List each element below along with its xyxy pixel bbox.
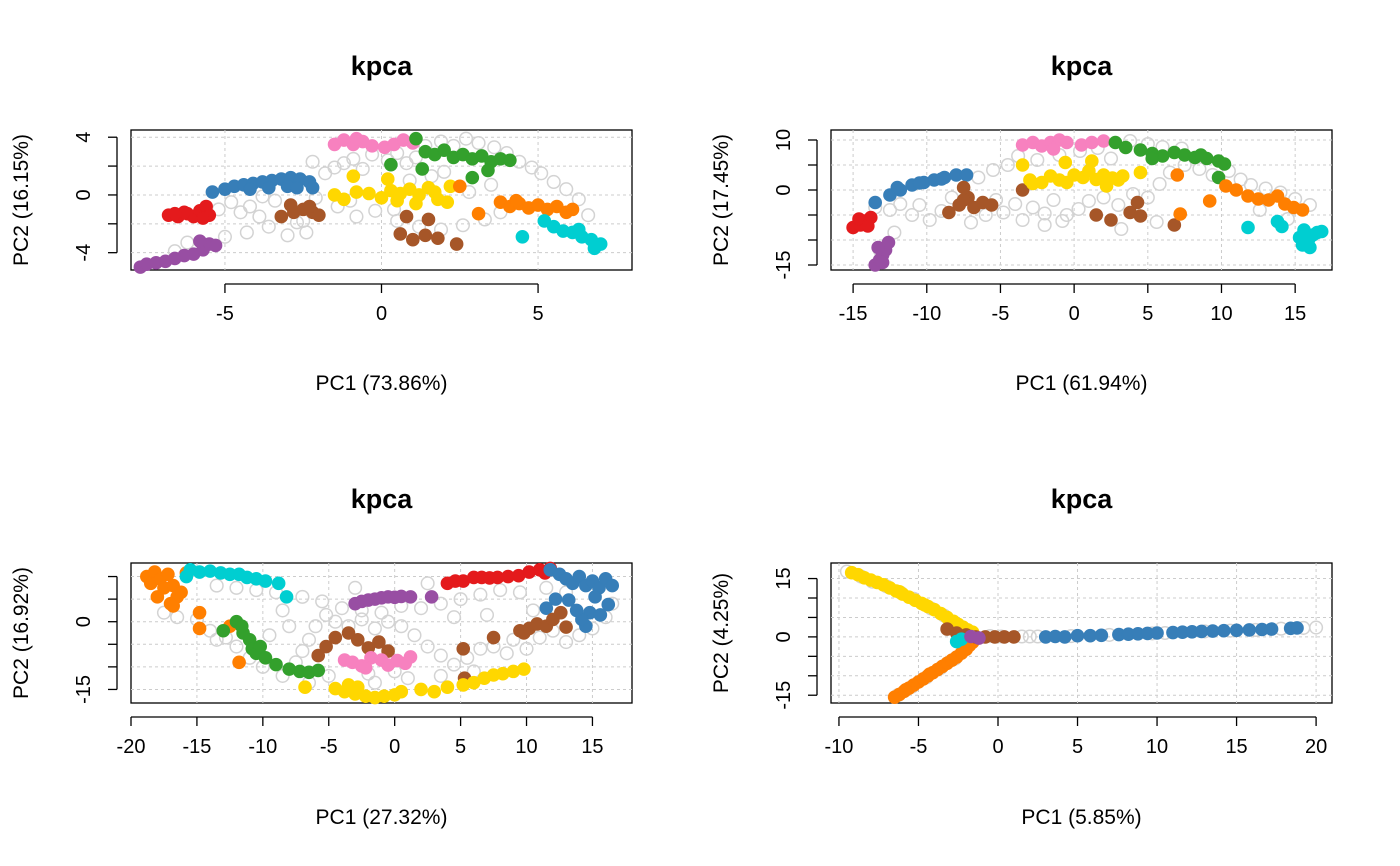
point-brown bbox=[400, 210, 413, 223]
x-tick-label: -20 bbox=[116, 736, 146, 758]
y-tick-label: 0 bbox=[773, 184, 795, 196]
x-axis-label: PC1 (61.94%) bbox=[1015, 372, 1148, 395]
point-background bbox=[369, 622, 382, 635]
point-green bbox=[466, 171, 479, 184]
point-brown bbox=[275, 210, 288, 223]
point-background bbox=[923, 214, 936, 227]
point-background bbox=[309, 620, 322, 633]
point-cyan bbox=[1315, 225, 1328, 238]
x-tick-label: -5 bbox=[991, 303, 1010, 325]
point-background bbox=[540, 582, 553, 595]
point-blue bbox=[262, 181, 275, 194]
point-background bbox=[319, 167, 332, 180]
y-tick-label: 0 bbox=[73, 616, 95, 628]
point-cyan bbox=[1304, 241, 1317, 254]
point-brown bbox=[487, 631, 500, 644]
point-cyan bbox=[1242, 221, 1255, 234]
point-background bbox=[336, 602, 349, 615]
point-background bbox=[263, 629, 276, 642]
point-background bbox=[987, 164, 1000, 177]
point-brown bbox=[422, 213, 435, 226]
x-axis bbox=[117, 717, 604, 758]
point-background bbox=[225, 196, 238, 209]
point-cyan bbox=[1293, 231, 1306, 244]
scatter-points bbox=[134, 132, 607, 273]
point-brown bbox=[957, 181, 970, 194]
scatter-points bbox=[141, 562, 619, 704]
point-background bbox=[1083, 195, 1096, 208]
point-cyan bbox=[280, 591, 293, 604]
x-axis-label: PC1 (5.85%) bbox=[1021, 806, 1142, 829]
point-yellow bbox=[428, 186, 441, 199]
x-axis bbox=[824, 717, 1327, 758]
point-brown bbox=[555, 606, 568, 619]
point-green bbox=[270, 658, 283, 671]
point-background bbox=[514, 586, 527, 599]
x-tick-label: 10 bbox=[1145, 736, 1169, 758]
x-tick-label: -10 bbox=[912, 303, 942, 325]
point-yellow bbox=[410, 197, 423, 210]
x-tick-label: -15 bbox=[182, 736, 212, 758]
point-background bbox=[485, 179, 498, 192]
x-tick-label: 20 bbox=[1304, 736, 1328, 758]
point-orange bbox=[453, 180, 466, 193]
point-brown bbox=[957, 194, 970, 207]
point-background bbox=[535, 167, 548, 180]
y-axis bbox=[73, 132, 117, 262]
point-green bbox=[410, 132, 423, 145]
point-blue bbox=[244, 183, 257, 196]
point-orange bbox=[566, 203, 579, 216]
scatter-points bbox=[847, 134, 1328, 272]
point-background bbox=[181, 236, 194, 249]
point-background bbox=[281, 229, 294, 242]
point-orange bbox=[162, 568, 175, 581]
x-tick-label: 10 bbox=[1210, 303, 1233, 325]
y-tick-label: 4 bbox=[73, 131, 95, 143]
y-tick-label: 0 bbox=[73, 189, 95, 201]
point-background bbox=[972, 171, 985, 184]
point-orange bbox=[510, 194, 523, 207]
point-background bbox=[448, 658, 461, 671]
x-tick-label: 15 bbox=[1284, 303, 1307, 325]
point-brown bbox=[560, 621, 573, 634]
point-orange bbox=[193, 622, 206, 635]
x-tick-label: 0 bbox=[1068, 303, 1080, 325]
x-tick-label: 15 bbox=[581, 736, 604, 758]
point-blue bbox=[291, 181, 304, 194]
x-axis bbox=[839, 284, 1307, 325]
x-tick-label: 5 bbox=[1071, 736, 1084, 758]
point-background bbox=[533, 631, 546, 644]
y-axis-label: PC2 (4.25%) bbox=[710, 572, 733, 694]
point-cyan bbox=[516, 231, 529, 244]
point-background bbox=[276, 604, 289, 617]
y-tick-label: 0 bbox=[773, 631, 795, 643]
point-cyan bbox=[588, 242, 601, 255]
point-background bbox=[369, 205, 382, 218]
point-green bbox=[482, 164, 495, 177]
point-cyan bbox=[272, 577, 285, 590]
point-background bbox=[303, 633, 316, 646]
x-tick-label: 10 bbox=[515, 736, 538, 758]
point-brown bbox=[394, 228, 407, 241]
point-pink bbox=[350, 132, 363, 145]
point-orange bbox=[175, 586, 188, 599]
y-axis bbox=[773, 129, 817, 280]
point-purple bbox=[404, 591, 417, 604]
point-brown bbox=[407, 233, 420, 246]
point-background bbox=[400, 157, 413, 170]
point-brown bbox=[1008, 631, 1021, 644]
point-yellow bbox=[1116, 170, 1129, 183]
point-background bbox=[435, 670, 448, 683]
point-background bbox=[526, 161, 539, 174]
point-brown bbox=[1090, 209, 1103, 222]
point-background bbox=[457, 219, 470, 232]
point-background bbox=[560, 636, 573, 649]
y-axis-label: PC2 (16.15%) bbox=[10, 134, 33, 266]
point-green bbox=[1218, 158, 1231, 171]
point-red bbox=[169, 207, 182, 220]
point-background bbox=[1031, 154, 1044, 167]
x-tick-label: 0 bbox=[992, 736, 1004, 758]
point-background bbox=[244, 200, 257, 213]
point-blue bbox=[1151, 627, 1164, 640]
point-blue bbox=[1291, 622, 1304, 635]
point-purple bbox=[973, 632, 986, 645]
y-axis-label: PC2 (16.92%) bbox=[10, 567, 33, 699]
point-yellow bbox=[351, 681, 364, 694]
point-background bbox=[1097, 191, 1110, 204]
point-background bbox=[296, 591, 309, 604]
point-yellow bbox=[919, 599, 932, 612]
point-orange bbox=[1174, 208, 1187, 221]
point-blue bbox=[306, 181, 319, 194]
point-blue bbox=[1071, 629, 1084, 642]
point-blue bbox=[594, 609, 607, 622]
point-brown bbox=[1105, 214, 1118, 227]
point-background bbox=[375, 606, 388, 619]
point-background bbox=[316, 595, 329, 608]
point-blue bbox=[935, 173, 948, 186]
point-blue bbox=[1218, 624, 1231, 637]
point-cyan bbox=[572, 223, 585, 236]
point-blue bbox=[1230, 624, 1243, 637]
point-green bbox=[1146, 152, 1159, 165]
point-background bbox=[1047, 194, 1060, 207]
x-tick-label: -10 bbox=[248, 736, 278, 758]
point-cyan bbox=[1276, 220, 1289, 233]
point-green bbox=[1195, 149, 1208, 162]
y-tick-label: 15 bbox=[773, 567, 795, 590]
y-tick-label: -15 bbox=[773, 680, 795, 710]
panel-title: kpca bbox=[350, 51, 413, 81]
point-orange bbox=[1220, 180, 1233, 193]
point-orange bbox=[1296, 204, 1309, 217]
point-yellow bbox=[1059, 156, 1072, 169]
y-tick-label: -15 bbox=[773, 250, 795, 280]
point-orange bbox=[472, 207, 485, 220]
point-background bbox=[350, 210, 363, 223]
point-brown bbox=[284, 199, 297, 212]
panel-top-left bbox=[10, 51, 632, 395]
point-yellow bbox=[1086, 155, 1099, 168]
point-yellow bbox=[350, 186, 363, 199]
x-tick-label: -5 bbox=[909, 736, 928, 758]
x-tick-label: 5 bbox=[532, 303, 544, 325]
point-background bbox=[472, 137, 485, 150]
point-brown bbox=[457, 643, 470, 656]
point-brown bbox=[419, 229, 432, 242]
panel-bottom-left bbox=[10, 484, 632, 829]
point-yellow bbox=[893, 585, 906, 598]
point-yellow bbox=[391, 194, 404, 207]
point-background bbox=[320, 609, 333, 622]
point-orange bbox=[193, 606, 206, 619]
point-blue bbox=[540, 602, 553, 615]
point-blue bbox=[1095, 629, 1108, 642]
point-brown bbox=[518, 627, 531, 640]
point-brown bbox=[351, 633, 364, 646]
point-background bbox=[1009, 198, 1022, 211]
point-orange bbox=[151, 591, 164, 604]
point-blue bbox=[606, 579, 619, 592]
point-background bbox=[210, 579, 223, 592]
point-brown bbox=[432, 232, 445, 245]
point-cyan bbox=[180, 570, 193, 583]
scatter-points bbox=[841, 565, 1323, 703]
x-tick-label: 15 bbox=[1225, 736, 1248, 758]
point-background bbox=[997, 206, 1010, 219]
point-background bbox=[230, 640, 243, 653]
point-green bbox=[1134, 144, 1147, 157]
point-blue bbox=[206, 186, 219, 199]
point-background bbox=[965, 216, 978, 229]
x-tick-label: -10 bbox=[824, 736, 854, 758]
point-background bbox=[460, 132, 473, 145]
point-brown bbox=[1131, 196, 1144, 209]
point-yellow bbox=[441, 681, 454, 694]
x-axis-label: PC1 (73.86%) bbox=[315, 372, 448, 395]
point-background bbox=[1105, 152, 1118, 165]
point-background bbox=[262, 220, 275, 233]
point-pink bbox=[1086, 136, 1099, 149]
point-background bbox=[421, 577, 434, 590]
point-blue bbox=[589, 591, 602, 604]
panel-title: kpca bbox=[1050, 484, 1113, 514]
point-orange bbox=[233, 656, 246, 669]
point-red bbox=[197, 212, 210, 225]
point-background bbox=[560, 183, 573, 196]
point-blue bbox=[1243, 624, 1256, 637]
point-yellow bbox=[1027, 177, 1040, 190]
y-axis bbox=[73, 577, 117, 704]
x-tick-label: -15 bbox=[838, 303, 868, 325]
point-yellow bbox=[338, 193, 351, 206]
point-yellow bbox=[428, 685, 441, 698]
point-background bbox=[421, 640, 434, 653]
x-tick-label: 5 bbox=[455, 736, 467, 758]
point-brown bbox=[303, 200, 316, 213]
point-background bbox=[1016, 214, 1029, 227]
point-yellow bbox=[347, 170, 360, 183]
point-orange bbox=[923, 668, 936, 681]
point-yellow bbox=[441, 196, 454, 209]
point-green bbox=[504, 154, 517, 167]
point-background bbox=[1153, 178, 1166, 191]
point-background bbox=[547, 176, 560, 189]
x-tick-label: 0 bbox=[389, 736, 401, 758]
point-brown bbox=[1134, 210, 1147, 223]
point-blue bbox=[562, 594, 575, 607]
point-background bbox=[913, 199, 926, 212]
point-background bbox=[269, 194, 282, 207]
point-yellow bbox=[1134, 166, 1147, 179]
point-orange bbox=[899, 683, 912, 696]
point-blue bbox=[570, 604, 583, 617]
x-axis bbox=[216, 284, 544, 325]
point-background bbox=[300, 226, 313, 239]
point-blue bbox=[602, 598, 615, 611]
point-yellow bbox=[1016, 159, 1029, 172]
point-yellow bbox=[381, 173, 394, 186]
point-red bbox=[862, 220, 875, 233]
point-background bbox=[1112, 199, 1125, 212]
point-background bbox=[349, 582, 362, 595]
point-background bbox=[448, 611, 461, 624]
panel-top-right bbox=[710, 51, 1332, 395]
point-purple bbox=[209, 239, 222, 252]
point-background bbox=[481, 609, 494, 622]
y-tick-label: 10 bbox=[773, 128, 795, 152]
point-background bbox=[1027, 201, 1040, 214]
x-tick-label: -5 bbox=[319, 736, 338, 758]
point-background bbox=[894, 198, 907, 211]
point-green bbox=[385, 158, 398, 171]
point-purple bbox=[882, 236, 895, 249]
point-brown bbox=[450, 238, 463, 251]
point-background bbox=[296, 645, 309, 658]
point-green bbox=[235, 620, 248, 633]
point-orange bbox=[1203, 195, 1216, 208]
point-blue bbox=[891, 181, 904, 194]
point-background bbox=[1150, 216, 1163, 229]
point-yellow bbox=[1100, 180, 1113, 193]
point-purple bbox=[194, 235, 207, 248]
point-background bbox=[1115, 223, 1128, 236]
point-yellow bbox=[518, 663, 531, 676]
y-tick-label: -15 bbox=[73, 674, 95, 704]
point-background bbox=[435, 649, 448, 662]
point-background bbox=[582, 209, 595, 222]
point-purple bbox=[876, 256, 889, 269]
point-green bbox=[1119, 141, 1132, 154]
y-axis-label: PC2 (17.45%) bbox=[710, 134, 733, 266]
x-axis-label: PC1 (27.32%) bbox=[315, 806, 448, 829]
point-yellow bbox=[363, 187, 376, 200]
x-tick-label: 0 bbox=[375, 303, 388, 325]
point-green bbox=[254, 640, 267, 653]
x-tick-label: 5 bbox=[1142, 303, 1154, 325]
point-background bbox=[415, 602, 428, 615]
point-background bbox=[230, 582, 243, 595]
point-pink bbox=[1060, 136, 1073, 149]
point-blue bbox=[913, 177, 926, 190]
point-pink bbox=[366, 140, 379, 153]
panel-title: kpca bbox=[350, 484, 413, 514]
point-background bbox=[527, 604, 540, 617]
point-background bbox=[253, 210, 266, 223]
point-brown bbox=[985, 199, 998, 212]
point-orange bbox=[1171, 169, 1184, 182]
point-background bbox=[402, 672, 415, 685]
point-blue bbox=[960, 169, 973, 182]
point-background bbox=[500, 647, 513, 660]
point-background bbox=[241, 226, 254, 239]
point-green bbox=[217, 624, 230, 637]
point-yellow bbox=[395, 685, 408, 698]
point-pink bbox=[359, 661, 372, 674]
point-pink bbox=[1097, 135, 1110, 148]
point-yellow bbox=[299, 681, 312, 694]
point-cyan bbox=[259, 575, 272, 588]
point-purple bbox=[425, 591, 438, 604]
point-blue bbox=[1265, 623, 1278, 636]
point-brown bbox=[329, 631, 342, 644]
y-tick-label: -4 bbox=[73, 243, 95, 262]
point-background bbox=[1038, 207, 1051, 220]
panel-bottom-right bbox=[710, 484, 1332, 829]
point-background bbox=[1038, 219, 1051, 232]
point-pink bbox=[404, 651, 417, 664]
point-background bbox=[408, 629, 421, 642]
point-background bbox=[234, 206, 247, 219]
point-background bbox=[494, 584, 507, 597]
point-blue bbox=[869, 196, 882, 209]
panel-title: kpca bbox=[1050, 51, 1113, 81]
point-green bbox=[416, 163, 429, 176]
point-background bbox=[369, 676, 382, 689]
point-yellow bbox=[415, 683, 428, 696]
point-pink bbox=[1047, 143, 1060, 156]
point-orange bbox=[167, 600, 180, 613]
x-tick-label: -5 bbox=[216, 303, 234, 325]
point-background bbox=[488, 141, 501, 154]
y-axis bbox=[773, 567, 817, 709]
point-green bbox=[312, 664, 325, 677]
point-blue bbox=[1059, 631, 1072, 644]
point-background bbox=[438, 166, 451, 179]
point-background bbox=[171, 611, 184, 624]
